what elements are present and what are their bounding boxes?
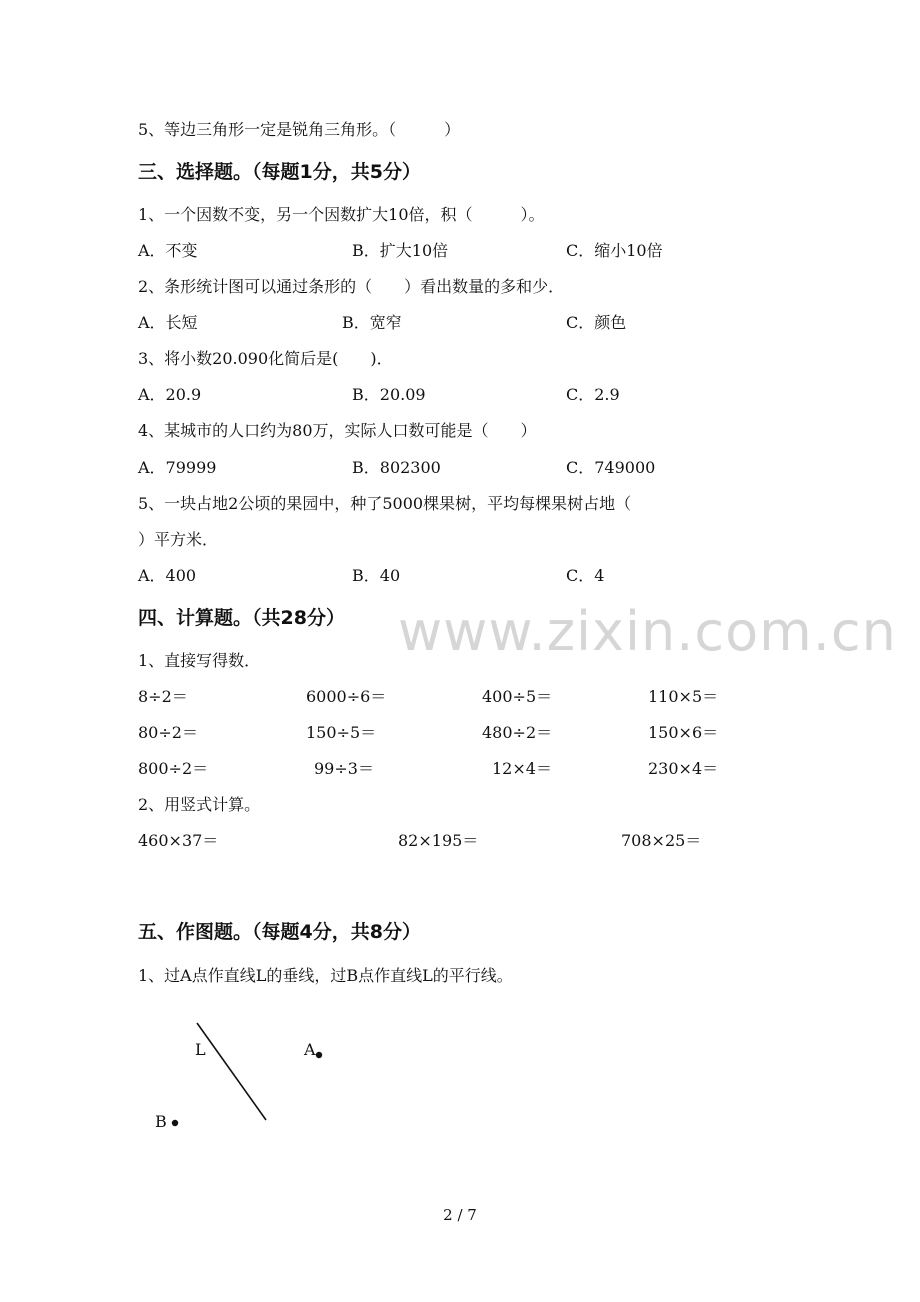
mc-q1-option-b: B．扩大10倍 xyxy=(352,241,449,260)
mc-q2-option-b: B．宽窄 xyxy=(342,313,402,332)
mc-q4-option-a: A．79999 xyxy=(138,458,217,477)
mc-q3-option-a: A．20.9 xyxy=(138,385,202,404)
calc-item: 480÷2＝ xyxy=(482,723,553,742)
vertical-calc-item: 708×25＝ xyxy=(621,831,702,850)
vertical-calc-item: 460×37＝ xyxy=(138,831,219,850)
calc-item: 80÷2＝ xyxy=(138,723,198,742)
calc-item: 150×6＝ xyxy=(648,723,719,742)
vertical-calc-item: 82×195＝ xyxy=(398,831,479,850)
watermark: www.zixin.com.cn xyxy=(398,600,897,663)
tf-question-5: 5、等边三角形一定是锐角三角形。（ ） xyxy=(138,120,461,139)
mc-q3-option-c: C．2.9 xyxy=(566,385,620,404)
label-b: B xyxy=(155,1112,167,1131)
point-a-dot xyxy=(316,1052,322,1058)
mc-q4-option-c: C．749000 xyxy=(566,458,656,477)
calc-item: 400÷5＝ xyxy=(482,687,553,706)
mc-question-5-cont: ）平方米． xyxy=(138,530,219,549)
geometry-figure xyxy=(140,1010,340,1140)
calc-item: 6000÷6＝ xyxy=(306,687,387,706)
section-3-heading: 三、选择题。（每题1分，共5分） xyxy=(138,161,421,183)
mc-q5-option-a: A．400 xyxy=(138,566,197,585)
label-l: L xyxy=(195,1040,206,1059)
page-number: 2 / 7 xyxy=(443,1206,477,1224)
mc-q2-option-c: C．颜色 xyxy=(566,313,627,332)
calc-item: 8÷2＝ xyxy=(138,687,188,706)
mc-q5-option-b: B．40 xyxy=(352,566,401,585)
point-b-dot xyxy=(172,1120,178,1126)
mc-question-4: 4、某城市的人口约为80万，实际人口数可能是（ ） xyxy=(138,421,537,440)
mc-q4-option-b: B．802300 xyxy=(352,458,441,477)
calc-item: 230×4＝ xyxy=(648,759,719,778)
mc-q3-option-b: B．20.09 xyxy=(352,385,426,404)
calc-item: 800÷2＝ xyxy=(138,759,209,778)
mc-q5-option-c: C．4 xyxy=(566,566,605,585)
mc-question-5: 5、一块占地2公顷的果园中，种了5000棵果树，平均每棵果树占地（ xyxy=(138,494,632,513)
mc-question-1: 1、一个因数不变，另一个因数扩大10倍，积（ ）。 xyxy=(138,205,545,224)
label-a: A xyxy=(304,1040,316,1059)
draw-q1-text: 1、过A点作直线L的垂线，过B点作直线L的平行线。 xyxy=(138,966,513,985)
calc-q1-title: 1、直接写得数． xyxy=(138,651,261,670)
section-4-heading: 四、计算题。（共28分） xyxy=(138,607,345,629)
section-5-heading: 五、作图题。（每题4分，共8分） xyxy=(138,921,421,943)
line-l xyxy=(197,1023,266,1120)
calc-item: 110×5＝ xyxy=(648,687,719,706)
calc-item: 12×4＝ xyxy=(492,759,552,778)
calc-item: 99÷3＝ xyxy=(314,759,374,778)
mc-q1-option-c: C．缩小10倍 xyxy=(566,241,663,260)
mc-q2-option-a: A．长短 xyxy=(138,313,198,332)
mc-q1-option-a: A．不变 xyxy=(138,241,198,260)
mc-question-3: 3、将小数20.090化简后是( )． xyxy=(138,349,393,368)
mc-question-2: 2、条形统计图可以通过条形的（ ）看出数量的多和少． xyxy=(138,277,565,296)
calc-item: 150÷5＝ xyxy=(306,723,377,742)
calc-q2-title: 2、用竖式计算。 xyxy=(138,795,261,814)
